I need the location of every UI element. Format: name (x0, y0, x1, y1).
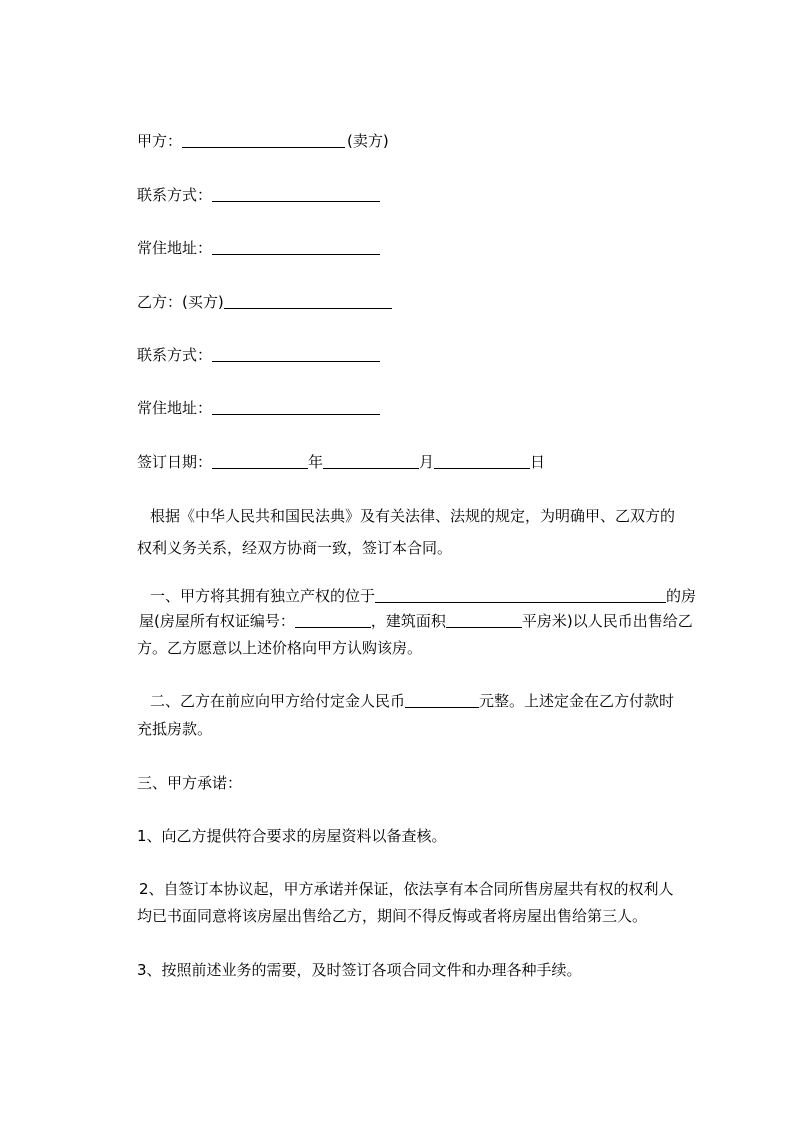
clause-1-line-3 (137, 632, 727, 664)
property-location-field[interactable] (375, 586, 666, 603)
sign-date-line (137, 451, 545, 473)
party-b-role: (买方) (182, 293, 224, 311)
clause-3-item-2-text-a: 2、自签订本协议起，甲方承诺并保证，依法享有本合同所售房屋共有权的权利人 (139, 880, 674, 898)
clause-3-item-2-line-2 (137, 900, 727, 932)
intro-paragraph-cont (137, 532, 727, 564)
party-b-address-line (137, 397, 380, 419)
party-b-address-field[interactable] (212, 398, 380, 415)
intro-line-2: 权利义务关系，经双方协商一致，签订本合同。 (137, 539, 453, 557)
clause-3-item-3-text: 3、按照前述业务的需要，及时签订各项合同文件和办理各种手续。 (137, 961, 582, 979)
party-b-name-field[interactable] (224, 292, 392, 309)
party-a-address-line (137, 237, 380, 259)
clause-3-item-1 (137, 820, 727, 852)
year-label: 年 (308, 453, 324, 471)
party-b-contact-field[interactable] (212, 345, 380, 362)
clause-3-item-2-text-b: 均已书面同意将该房屋出售给乙方，期间不得反悔或者将房屋出售给第三人。 (137, 907, 648, 925)
sign-day-field[interactable] (434, 452, 530, 469)
clause-2-text-c: 充抵房款。 (137, 720, 213, 738)
party-b-label: 乙方： (137, 293, 183, 311)
clause-2-line-2 (137, 713, 727, 745)
party-a-contact-field[interactable] (212, 185, 380, 202)
party-a-contact-line (137, 184, 380, 206)
sign-year-field[interactable] (212, 452, 308, 469)
clause-2-text-b: 元整。上述定金在乙方付款时 (479, 692, 675, 710)
party-b-address-label: 常住地址： (137, 399, 213, 417)
clause-3-item-3 (137, 954, 727, 986)
party-a-name-field[interactable] (182, 131, 345, 148)
month-label: 月 (419, 453, 435, 471)
party-a-contact-label: 联系方式： (137, 186, 213, 204)
party-a-address-field[interactable] (212, 238, 380, 255)
clause-1-text-f: 方。乙方愿意以上述价格向甲方认购该房。 (137, 639, 423, 657)
clause-3-item-1-text: 1、向乙方提供符合要求的房屋资料以备查核。 (137, 827, 447, 845)
deposit-amount-field[interactable] (405, 691, 479, 708)
day-label: 日 (530, 453, 546, 471)
clause-1-text-a: 一、甲方将其拥有独立产权的位于 (150, 587, 376, 605)
clause-1-text-e: 平房米)以人民币出售给乙 (521, 612, 693, 630)
clause-2-text-a: 二、乙方在前应向甲方给付定金人民币 (150, 692, 406, 710)
clause-3-title (137, 767, 727, 799)
party-a-role: (卖方) (347, 132, 389, 150)
clause-3-title-text: 三、甲方承诺： (137, 774, 243, 792)
sign-date-label: 签订日期： (137, 453, 213, 471)
party-b-line (137, 291, 392, 313)
party-a-line (137, 130, 389, 152)
clause-1-text-b: 的房 (666, 587, 697, 605)
clause-1-text-d: ，建筑面积 (370, 612, 446, 630)
clause-1-text-c: 屋(房屋所有权证编号： (139, 612, 295, 630)
party-b-contact-line (137, 344, 380, 366)
party-b-contact-label: 联系方式： (137, 346, 213, 364)
party-a-address-label: 常住地址： (137, 239, 213, 257)
property-cert-number-field[interactable] (295, 611, 371, 628)
sign-month-field[interactable] (323, 452, 419, 469)
intro-line-1: 根据《中华人民共和国民法典》及有关法律、法规的规定，为明确甲、乙双方的 (150, 507, 676, 525)
intro-paragraph (150, 500, 740, 532)
building-area-field[interactable] (446, 611, 522, 628)
party-a-label: 甲方： (137, 132, 183, 150)
